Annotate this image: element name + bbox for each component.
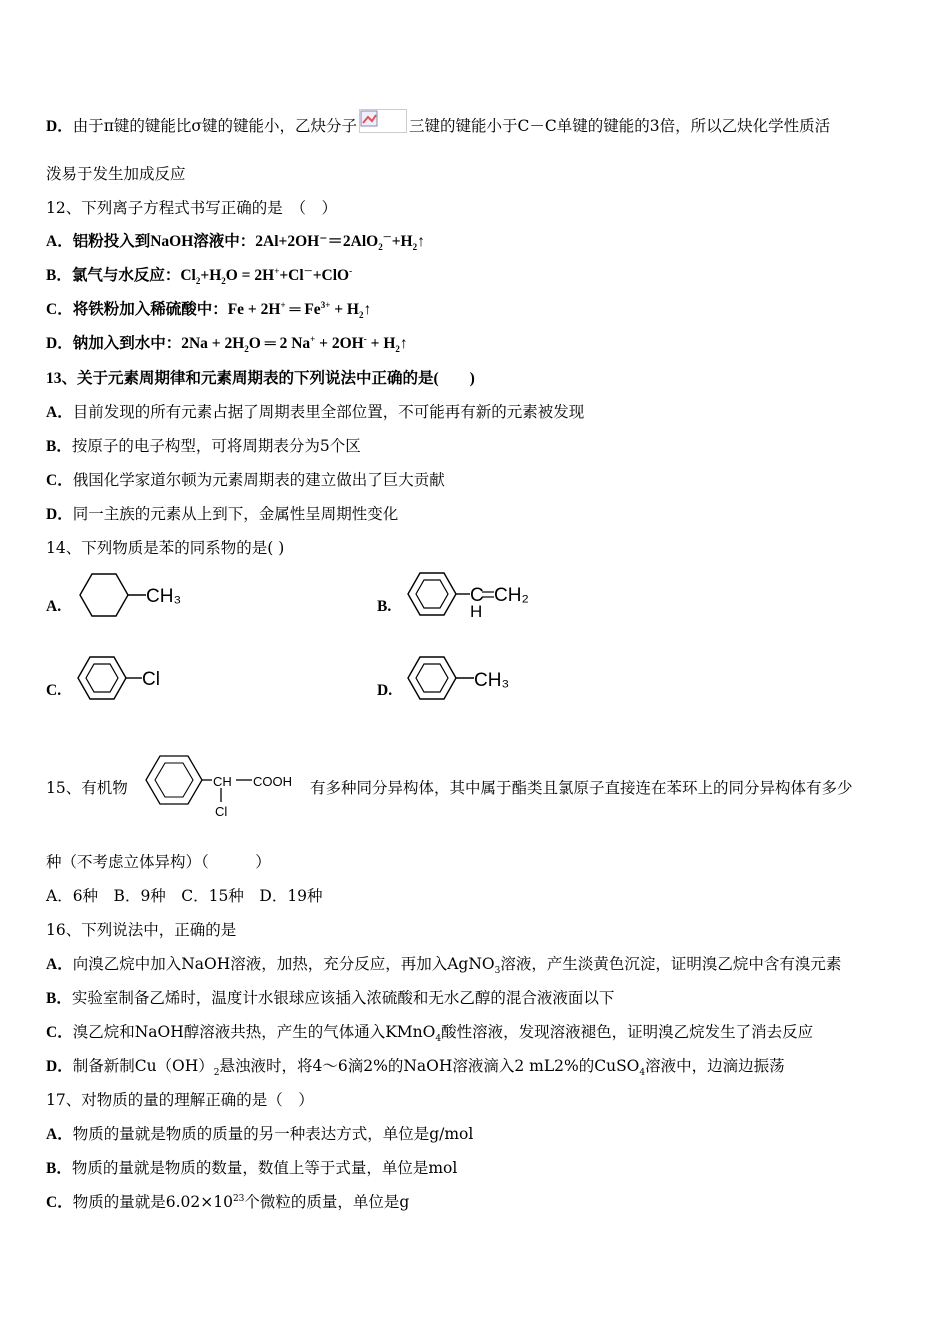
option-label: D．: [46, 335, 73, 352]
q12-option-a: [46, 232, 425, 252]
option-label: B．: [46, 990, 72, 1007]
q13-stem: [46, 368, 475, 389]
subscript: 4: [639, 1068, 646, 1079]
ch-label: CH: [213, 774, 232, 789]
methylcyclohexane-structure: [70, 566, 200, 626]
option-text: 将铁粉加入稀硫酸中：Fe + 2H: [72, 301, 281, 318]
option-text: + 2OH: [315, 335, 364, 352]
superscript: 23: [232, 1193, 245, 1204]
q13-option-a: [46, 402, 584, 423]
q13-option-b: [46, 436, 361, 457]
option-text: 俄国化学家道尔顿为元素周期表的建立做出了巨大贡献: [72, 471, 445, 489]
option-label: D．: [46, 118, 73, 135]
option-text: ↑: [417, 233, 425, 250]
subscript: 2: [221, 276, 226, 287]
superscript: -: [349, 265, 353, 276]
option-label: D．: [46, 1058, 73, 1075]
q16-option-a: [46, 954, 841, 975]
methyl-group-label: CH₃: [146, 586, 182, 607]
q12-option-d: [46, 334, 408, 354]
q13-option-d: [46, 504, 398, 525]
q15-stem-continued: 种（不考虑立体异构）（ ）: [46, 853, 271, 871]
option-text: 制备新制Cu（OH）: [72, 1057, 214, 1075]
option-text: 铝粉投入到NaOH溶液中：2Al+2OH⁻＝2AlO: [72, 233, 379, 250]
superscript: -: [363, 333, 367, 344]
vinyl-ch2-label: CH₂: [494, 585, 529, 606]
option-text: 物质的量就是物质的质量的另一种表达方式，单位是g/mol: [72, 1125, 474, 1143]
option-text: ↑: [363, 301, 372, 318]
toluene-structure: [400, 650, 530, 710]
option-text: 目前发现的所有元素占据了周期表里全部位置，不可能再有新的元素被发现: [72, 403, 585, 421]
q14-option-c-label: C.: [46, 682, 62, 699]
option-label: B．: [46, 267, 72, 284]
vinyl-hydrogen-label: H: [470, 602, 483, 621]
broken-image-icon: [359, 109, 407, 133]
q14-option-b-label: B.: [377, 598, 392, 615]
q15-stem-end: 有多种同分异构体，其中属于酯类且氯原子直接连在苯环上的同分异构体有多少: [310, 779, 853, 797]
subscript: 2: [244, 344, 249, 355]
subscript: 2: [358, 310, 364, 321]
chlorine-label: Cl: [142, 669, 160, 690]
superscript: 3+: [320, 299, 331, 310]
methyl-group-label: CH₃: [474, 670, 510, 691]
subscript: 2: [395, 344, 400, 355]
q17-option-b: [46, 1158, 457, 1179]
option-text: +ClO: [312, 267, 350, 284]
subscript: 3: [494, 966, 501, 977]
option-text: + H: [330, 301, 359, 318]
q16-option-c: [46, 1022, 813, 1043]
q15-stem-start: 15、有机物: [46, 779, 128, 797]
subscript: 2: [412, 242, 418, 253]
option-label: C．: [46, 472, 73, 489]
superscript: －: [382, 231, 392, 242]
option-label: C．: [46, 1194, 73, 1211]
superscript: +: [280, 299, 286, 310]
q17-option-c: [46, 1192, 409, 1213]
option-text: ═ Fe: [285, 301, 321, 318]
option-text: 氯气与水反应：Cl: [71, 267, 196, 284]
q11-option-d-continued: 泼易于发生加成反应: [46, 165, 186, 183]
q14-stem: 14、下列物质是苯的同系物的是( ): [46, 539, 285, 557]
q16-option-b: [46, 988, 614, 1009]
q17-option-a: [46, 1124, 473, 1145]
option-text: 酸性溶液，发现溶液褪色，证明溴乙烷发生了消去反应: [441, 1023, 814, 1041]
q15-options: A．6种 B．9种 C．15种 D．19种: [46, 887, 323, 905]
styrene-structure: [400, 566, 550, 626]
q11-option-d: [46, 115, 830, 139]
subscript: 2: [378, 242, 383, 253]
image-placeholder-icon: [360, 110, 380, 128]
option-text: 悬浊液时，将4～6滴2%的NaOH溶液滴入2 mL2%的CuSO: [219, 1057, 640, 1075]
cooh-label: COOH: [253, 774, 292, 789]
subscript: 2: [195, 276, 201, 287]
option-text: 个微粒的质量，单位是g: [244, 1193, 410, 1211]
q16-stem: 16、下列说法中，正确的是: [46, 921, 237, 939]
option-label: B．: [46, 1160, 72, 1177]
option-text: 向溴乙烷中加入NaOH溶液，加热，充分反应，再加入AgNO: [72, 955, 495, 973]
chlorophenylacetic-acid-structure: [140, 748, 305, 824]
option-text: 物质的量就是6.02×10: [72, 1193, 233, 1211]
q13-option-c: [46, 470, 445, 491]
option-label: A．: [46, 233, 73, 250]
option-text: +Cl: [279, 267, 304, 284]
option-text: 溶液中，边滴边振荡: [645, 1057, 785, 1075]
option-label: C．: [46, 301, 73, 318]
option-label: D．: [46, 506, 73, 523]
option-text: +H: [391, 233, 413, 250]
chlorobenzene-structure: [70, 650, 180, 710]
option-label: C．: [46, 1024, 73, 1041]
option-text: 实验室制备乙烯时，温度计水银球应该插入浓硫酸和无水乙醇的混合液液面以下: [71, 989, 615, 1007]
option-text: 溶液，产生淡黄色沉淀，证明溴乙烷中含有溴元素: [500, 955, 842, 973]
subscript: 2: [213, 1068, 220, 1079]
q14-option-a-label: A.: [46, 598, 62, 615]
option-text: 三键的键能小于C－C单键的键能的3倍，所以乙炔化学性质活: [408, 117, 831, 135]
superscript: +: [274, 265, 280, 276]
option-text: 由于π键的键能比σ键的键能小，乙炔分子: [72, 117, 357, 135]
q16-option-d: [46, 1056, 785, 1077]
superscript: +: [310, 333, 316, 344]
question-stem: 13、关于元素周期律和元素周期表的下列说法中正确的是( ): [46, 370, 475, 387]
option-text: 按原子的电子构型，可将周期表分为5个区: [71, 437, 361, 455]
option-label: A．: [46, 956, 73, 973]
q12-stem: 12、下列离子方程式书写正确的是 （ ）: [46, 199, 337, 217]
option-label: B．: [46, 438, 72, 455]
subscript: 4: [435, 1034, 442, 1045]
q12-option-c: [46, 300, 371, 320]
option-text: 溴乙烷和NaOH醇溶液共热，产生的气体通入KMnO: [72, 1023, 436, 1041]
q14-option-d-label: D.: [377, 682, 393, 699]
option-label: A．: [46, 1126, 73, 1143]
option-text: 同一主族的元素从上到下，金属性呈周期性变化: [72, 505, 399, 523]
q17-stem: 17、对物质的量的理解正确的是（ ）: [46, 1091, 314, 1109]
option-text: ↑: [399, 335, 408, 352]
option-text: 钠加入到水中：2Na + 2H: [72, 335, 245, 352]
option-label: A．: [46, 404, 73, 421]
option-text: 物质的量就是物质的数量，数值上等于式量，单位是mol: [71, 1159, 458, 1177]
q12-option-b: [46, 266, 352, 286]
vinyl-carbon-label: C: [470, 585, 484, 606]
superscript: －: [303, 265, 313, 276]
option-text: + H: [366, 335, 396, 352]
cl-label: Cl: [215, 804, 228, 819]
option-text: O = 2H: [225, 267, 275, 284]
option-text: O ═ 2 Na: [248, 335, 311, 352]
option-text: +H: [200, 267, 222, 284]
